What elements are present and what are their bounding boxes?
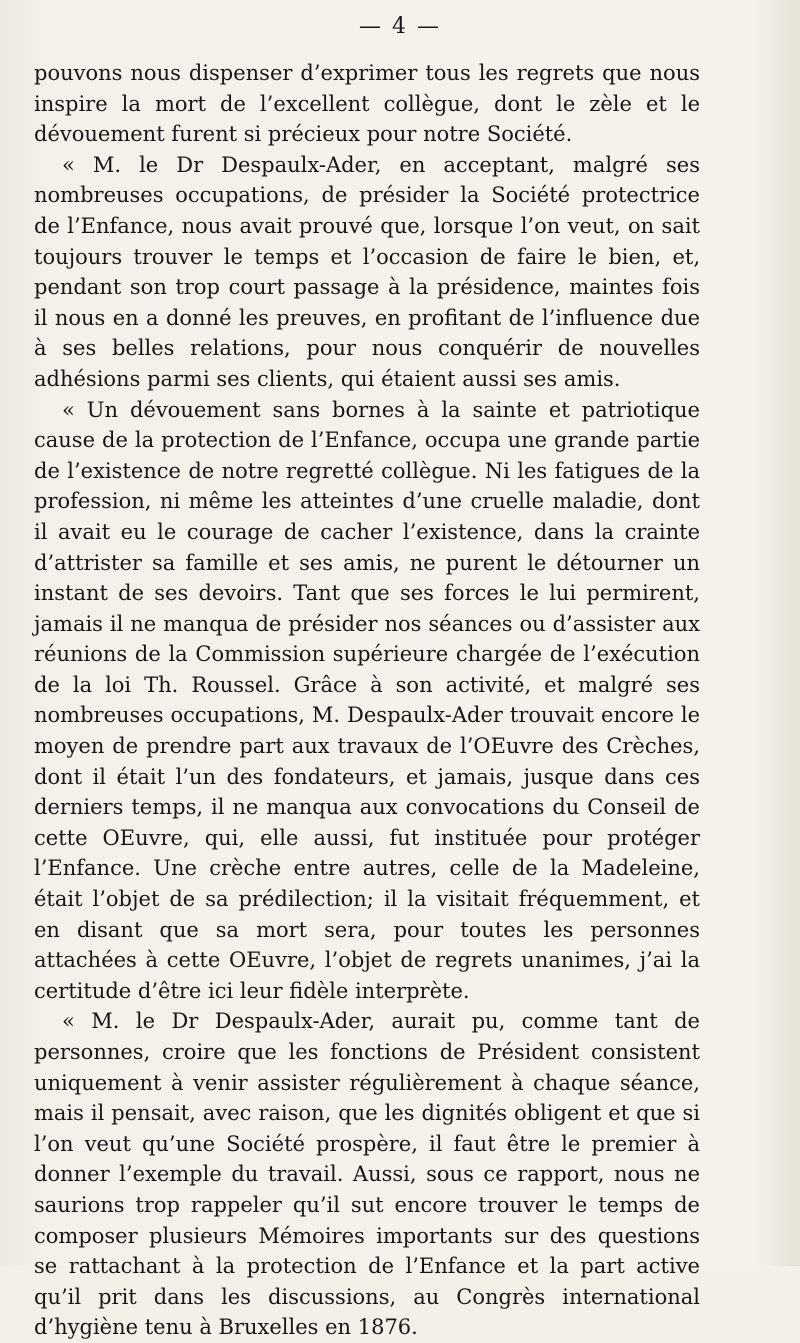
- paragraph-3: « Un dévouement sans bornes à la sainte et patriotique cause de la protection de l’Enfance, occupa une grande partie de l’existence de notre regretté collègue. Ni les fatigues de la profession, ni même les atteintes d’une cruelle maladie, dont il avait eu le courage de cacher l’existence, dans la crainte d’attrister sa famille et ses amis, ne purent le détourner un instant de ses devoirs. Tant que ses forces le lui permirent, jamais il ne manqua de présider nos séances ou d’assister aux réunions de la Commission supérieure chargée de l’exécution de la loi Th. Roussel. Grâce à son activité, et malgré ses nombreuses occupations, M. Despaulx-Ader trouvait encore le moyen de prendre part aux travaux de l’OEuvre des Crèches, dont il était l’un des fondateurs, et jamais, jusque dans ces derniers temps, il ne manqua aux convocations du Conseil de cette OEuvre, qui, elle aussi, fut instituée pour protéger l’Enfance. Une crèche entre autres, celle de la Madeleine, était l’objet de sa prédilection; il la visitait fréquemment, et en disant que sa mort sera, pour toutes les personnes attachées à cette OEuvre, l’objet de regrets unanimes, j’ai la certitude d’être ici leur fidèle interprète.: [34, 397, 700, 1003]
- paragraph-2: « M. le Dr Despaulx-Ader, en acceptant, malgré ses nombreuses occupations, de présider la Société protectrice de l’Enfance, nous avait prouvé que, lorsque l’on veut, on sait toujours trouver le temps et l’occasion de faire le bien, et, pendant son trop court passage à la présidence, maintes fois il nous en a donné les preuves, en profitant de l’influence due à ses belles relations, pour nous conquérir de nouvelles adhésions parmi ses clients, qui étaient aussi ses amis.: [34, 152, 700, 391]
- page-number: — 4 —: [359, 14, 441, 39]
- body-text: [34, 58, 700, 1343]
- paragraph-4: « M. le Dr Despaulx-Ader, aurait pu, comme tant de personnes, croire que les fonctions de Président consistent uniquement à venir assister régulièrement à chaque séance, mais il pensait, avec raison, que les dignités obligent et que si l’on veut qu’une Société prospère, il faut être le premier à donner l’exemple du travail. Aussi, sous ce rapport, nous ne saurions trop rappeler qu’il sut encore trouver le temps de composer plusieurs Mémoires importants sur des questions se rattachant à la protection de l’Enfance et la part active qu’il prit dans les discussions, au Congrès international d’hygiène tenu à Bruxelles en 1876.: [34, 1009, 700, 1340]
- paragraph-1: pouvons nous dispenser d’exprimer tous les regrets que nous inspire la mort de l’excellent collègue, dont le zèle et le dévouement furent si précieux pour notre Société.: [34, 61, 700, 147]
